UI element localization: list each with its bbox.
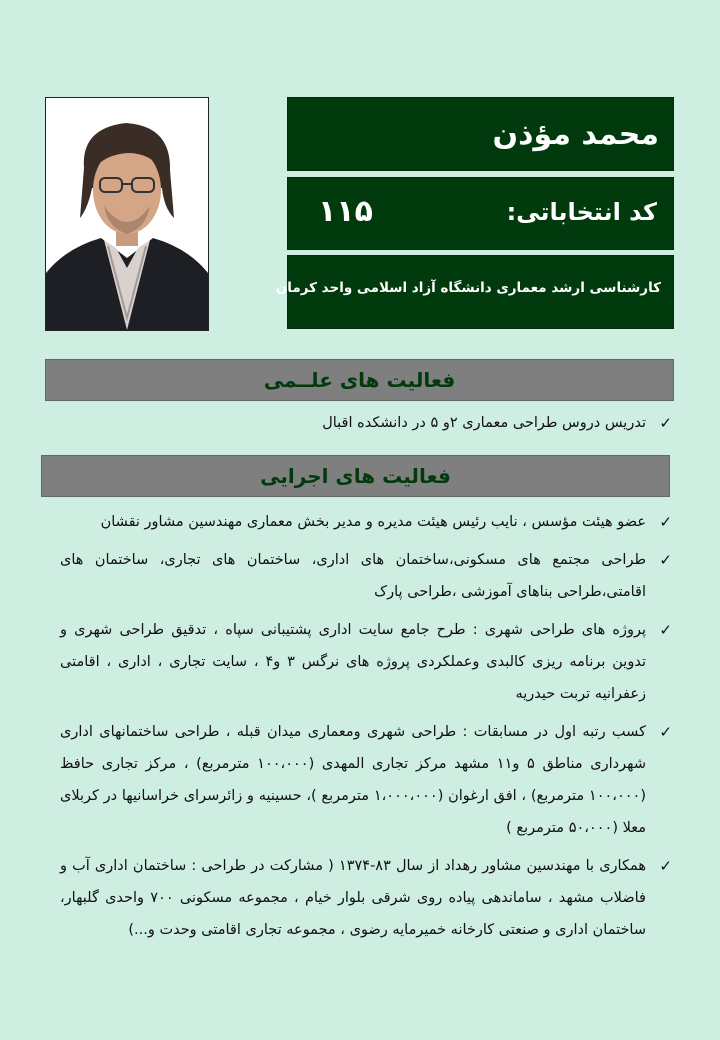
list-item [60, 614, 672, 710]
list-item [60, 410, 672, 436]
portrait-photo [45, 97, 209, 331]
list-item [60, 544, 672, 608]
executive-activities-heading: فعالیت های اجرایی [41, 455, 670, 497]
academic-activities-list [60, 410, 672, 442]
checkmark-icon: ✓ [659, 551, 672, 569]
list-item [60, 716, 672, 844]
executive-activities-list [60, 506, 672, 952]
list-item-text: طراحی مجتمع های مسکونی،ساختمان های اداری، ساختمان های تجاری، ساختمان های اقامتی،طراحی بناهای آموزشی ،طراحی پارک [60, 552, 646, 600]
person-name: محمد مؤذن [492, 117, 659, 152]
checkmark-icon: ✓ [659, 857, 672, 875]
degree-text: کارشناسی ارشد معماری دانشگاه آزاد اسلامی واحد کرمان [275, 280, 661, 296]
election-code-box [287, 177, 674, 250]
checkmark-icon: ✓ [659, 414, 672, 432]
person-portrait-icon [46, 98, 208, 330]
list-item-text: پروژه های طراحی شهری : طرح جامع سایت اداری پشتیبانی سپاه ، تدقیق طراحی شهری و تدوین برنامه ریزی کالبدی وعملکردی پروژه های نرگس ۳ و۴ ، سایت تجاری ، اداری ، اقامتی زعفرانیه تربت حیدریه [60, 622, 646, 702]
list-item [60, 506, 672, 538]
academic-activities-heading: فعالیت های علــمی [45, 359, 674, 401]
degree-box [275, 255, 674, 329]
list-item-text: عضو هیئت مؤسس ، نایب رئیس هیئت مدیره و مدیر بخش معماری مهندسین مشاور نقشان [100, 514, 646, 530]
checkmark-icon: ✓ [659, 723, 672, 741]
list-item-text: کسب رتبه اول در مسابقات : طراحی شهری ومعماری میدان قبله ، طراحی ساختمانهای اداری شهرداری مناطق ۵ و۱۱ مشهد مرکز تجاری المهدی (۱۰۰،۰۰۰ مترمربع) ، مرکز تجاری حافظ (۱۰۰،۰۰۰ مترمربع) ، افق ارغوان (۱،۰۰۰،۰۰۰ مترمربع )، حسینیه و زائرسرای خراسانیها در کربلای معلا (۵۰،۰۰۰ مترمربع ) [60, 724, 646, 836]
checkmark-icon: ✓ [659, 513, 672, 531]
list-item-text: همکاری با مهندسین مشاور رهداد از سال ۸۳-۱۳۷۴ ( مشارکت در طراحی : ساختمان اداری آب و فاضلاب مشهد ، ساماندهی پیاده روی شرقی بلوار خیام ، مجموعه مسکونی ۷۰۰ واحدی گلبهار، ساختمان اداری و صنعتی کارخانه خمیرمایه رضوی ، مجموعه تجاری اقامتی وحدت و...) [60, 858, 646, 938]
election-code-value: ۱۱۵ [318, 194, 373, 229]
election-code-label: کد انتخاباتی: [506, 198, 657, 226]
name-box [287, 97, 674, 171]
checkmark-icon: ✓ [659, 621, 672, 639]
list-item [60, 850, 672, 946]
list-item-text: تدریس دروس طراحی معماری ۲و ۵ در دانشکده اقبال [322, 415, 646, 431]
